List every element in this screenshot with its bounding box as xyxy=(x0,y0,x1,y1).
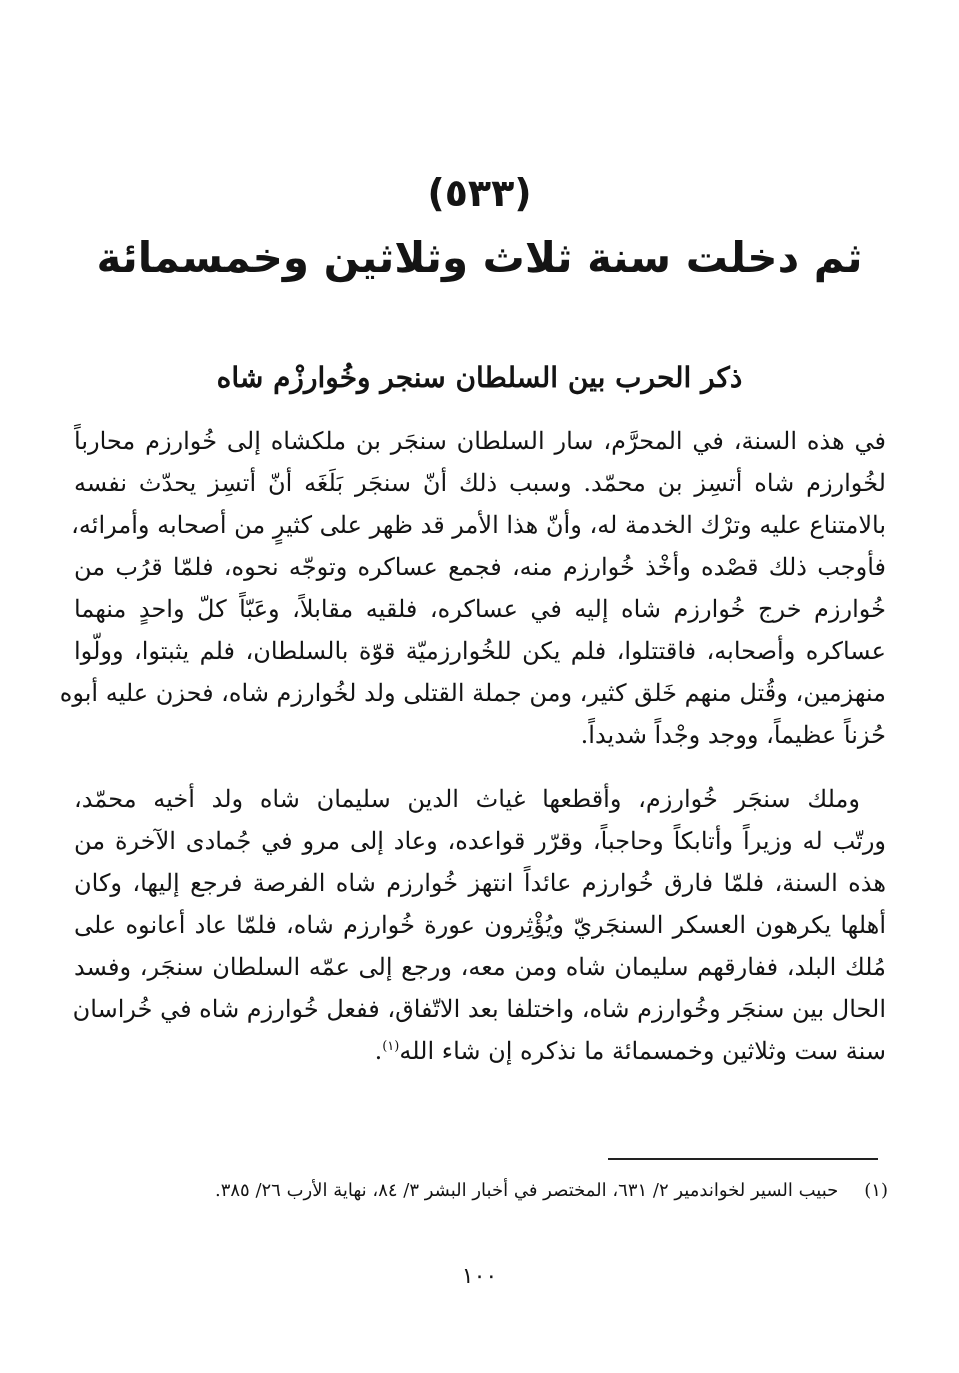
paragraph-1 xyxy=(59,420,886,756)
text-line: حُزناً عظيماً، ووجد وجْداً شديداً. xyxy=(580,721,886,749)
text-line: بالامتناع عليه وترْك الخدمة له، وأنّ هذا الأمر قد ظهر على كثيرٍ من أصحابه وأمرائه، xyxy=(71,511,886,539)
footnote-marker: (١) xyxy=(864,1180,888,1201)
text-line: لخُوارزم شاه أتسِز بن محمّد. وسبب ذلك أنّ سنجَر بَلَغَه أنّ أتسِز يحدّث نفسه xyxy=(74,469,886,497)
footnote-text: حبيب السير لخواندمير ٢/ ٦٣١، المختصر في أخبار البشر ٣/ ٨٤، نهاية الأرب ٢٦/ ٣٨٥. xyxy=(214,1180,839,1201)
paragraph-2 xyxy=(74,778,886,1072)
section-heading: ذكر الحرب بين السلطان سنجر وخُوارزْم شاه xyxy=(216,361,743,394)
text-line: عساكره وأصحابه، فاقتتلوا، فلم يكن للخُوارزميّة قوّة بالسلطان، فلم يثبتوا، وولّوا xyxy=(74,637,886,665)
footnote xyxy=(100,1176,888,1206)
year-number: (٥٣٣) xyxy=(427,171,532,215)
text-line: سنة ست وثلاثين وخمسمائة ما نذكره إن شاء الله xyxy=(399,1037,886,1065)
footnote-divider xyxy=(608,1158,878,1160)
text-line: في هذه السنة، في المحرَّم، سار السلطان سنجَر بن ملكشاه إلى خُوارزم محارباً xyxy=(74,427,886,455)
text-line: ورتّب له وزيراً وأتابكاً وحاجباً، وقرّر قواعده، وعاد إلى مرو في جُمادى الآخرة من xyxy=(74,827,886,855)
text-line: فأوجب ذلك قصْده وأخْذ خُوارزم منه، فجمع عساكره وتوجّه نحوه، فلمّا قرُب من xyxy=(74,553,886,581)
text-line-with-note xyxy=(74,1030,886,1072)
text-line: مُلك البلد، ففارقهم سليمان شاه ومن معه، ورجع إلى عمّه السلطان سنجَر، وفسد xyxy=(74,953,886,981)
end-mark: . xyxy=(374,1037,383,1065)
page-number: ١٠٠ xyxy=(461,1264,498,1289)
text-line: هذه السنة، فلمّا فارق خُوارزم عائداً انتهز خُوارزم شاه الفرصة فرجع إليها، وكان xyxy=(74,869,886,897)
text-line: وملك سنجَر خُوارزم، وأقطعها غياث الدين سليمان شاه ولد أخيه محمّد، xyxy=(74,785,860,813)
text-line: خُوارزم خرج خُوارزم شاه إليه في عساكره، فلقيه مقابلاً، وعَبّاً كلّ واحدٍ منهما xyxy=(74,595,886,623)
text-line: الحال بين سنجَر وخُوارزم شاه، واختلفا بعد الاتّفاق، ففعل خُوارزم شاه في خُراسان xyxy=(72,995,886,1023)
chapter-title: ثم دخلت سنة ثلاث وثلاثين وخمسمائة xyxy=(96,233,863,282)
footnote-reference[interactable]: (١) xyxy=(382,1039,400,1054)
text-line: أهلها يكرهون العسكر السنجَريّ ويُؤْثِرون عورة خُوارزم شاه، فلمّا عاد أعانوه على xyxy=(74,911,886,939)
text-line: منهزمين، وقُتل منهم خَلق كثير، ومن جملة القتلى ولد لخُوارزم شاه، فحزن عليه أبوه xyxy=(59,679,886,707)
